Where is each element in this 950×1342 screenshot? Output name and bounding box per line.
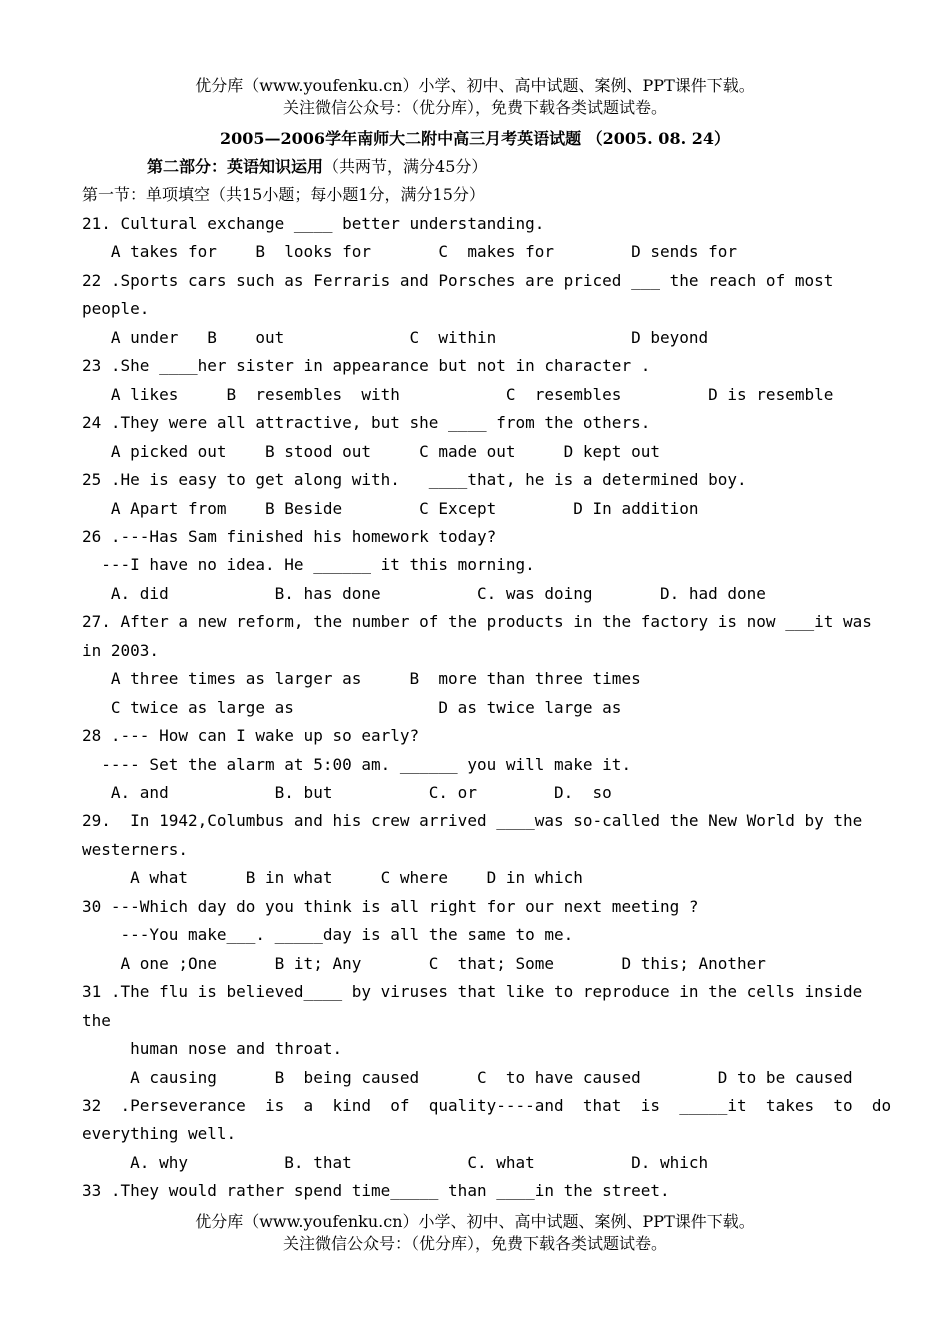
question-line: A picked out B stood out C made out D kept out (82, 442, 660, 461)
question-line: 27. After a new reform, the number of the products in the factory is now ___it was (82, 612, 872, 631)
question-line: 23 .She ____her sister in appearance but not in character . (82, 356, 651, 375)
question-line: A three times as larger as B more than three times (82, 669, 641, 688)
question-line: people. (82, 299, 150, 318)
question-line: 33 .They would rather spend time_____ than ____in the street. (82, 1181, 670, 1200)
question-line: 25 .He is easy to get along with. ____that, he is a determined boy. (82, 470, 747, 489)
question-line: 26 .---Has Sam finished his homework today? (82, 527, 497, 546)
header-line-2: 关注微信公众号：（优分库），免费下载各类试题试卷。 (282, 98, 667, 117)
question-line: A Apart from B Beside C Except D In addition (82, 499, 699, 518)
question-line: 28 .--- How can I wake up so early? (82, 726, 420, 745)
question-line: 24 .They were all attractive, but she ____ from the others. (82, 413, 651, 432)
question-line: ---You make___. _____day is all the same to me. (82, 925, 574, 944)
question-line: 22 .Sports cars such as Ferraris and Porsches are priced ___ the reach of most (82, 271, 834, 290)
question-line: A. and B. but C. or D. so (82, 783, 612, 802)
question-line: A likes B resembles with C resembles D is resemble (82, 385, 834, 404)
part-title-main: 第二部分：英语知识运用 (147, 157, 324, 176)
question-line: A under B out C within D beyond (82, 328, 709, 347)
question-line: everything well. (82, 1124, 237, 1143)
question-line: A one ;One B it; Any C that; Some D this; Another (82, 954, 766, 973)
part-title (147, 157, 487, 177)
question-line: 30 ---Which day do you think is all right for our next meeting ? (82, 897, 699, 916)
question-line: human nose and throat. (82, 1039, 343, 1058)
question-line: ---I have no idea. He ______ it this morning. (82, 555, 535, 574)
question-line: A. why B. that C. what D. which (82, 1153, 709, 1172)
header-line-1: 优分库（www.youfenku.cn）小学、初中、高中试题、案例、PPT课件下载。 (195, 76, 755, 95)
exam-title: 2005—2006学年南师大二附中高三月考英语试题 （2005. 08. 24） (220, 129, 730, 148)
question-line: A causing B being caused C to have caused D to be caused (82, 1068, 853, 1087)
footer-line-2: 关注微信公众号：（优分库），免费下载各类试题试卷。 (282, 1234, 667, 1253)
question-line: A. did B. has done C. was doing D. had done (82, 584, 766, 603)
question-line: A takes for B looks for C makes for D sends for (82, 242, 738, 261)
question-line: 29. In 1942,Columbus and his crew arrived ____was so-called the New World by the (82, 811, 863, 830)
footer-line-1: 优分库（www.youfenku.cn）小学、初中、高中试题、案例、PPT课件下载。 (195, 1212, 755, 1231)
question-line: 31 .The flu is believed____ by viruses that like to reproduce in the cells inside (82, 982, 863, 1001)
question-line: in 2003. (82, 641, 160, 660)
question-line: A what B in what C where D in which (82, 868, 583, 887)
question-line: westerners. (82, 840, 188, 859)
question-line: 21. Cultural exchange ____ better understanding. (82, 214, 545, 233)
question-line: 32 .Perseverance is a kind of quality----and that is _____it takes to do (82, 1096, 892, 1115)
question-line: ---- Set the alarm at 5:00 am. ______ you will make it. (82, 755, 632, 774)
section-title: 第一节：单项填空（共15小题；每小题1分，满分15分） (82, 185, 485, 204)
part-title-note: （共两节，满分45分） (323, 157, 488, 176)
question-line: C twice as large as D as twice large as (82, 698, 622, 717)
question-line: the (82, 1011, 111, 1030)
